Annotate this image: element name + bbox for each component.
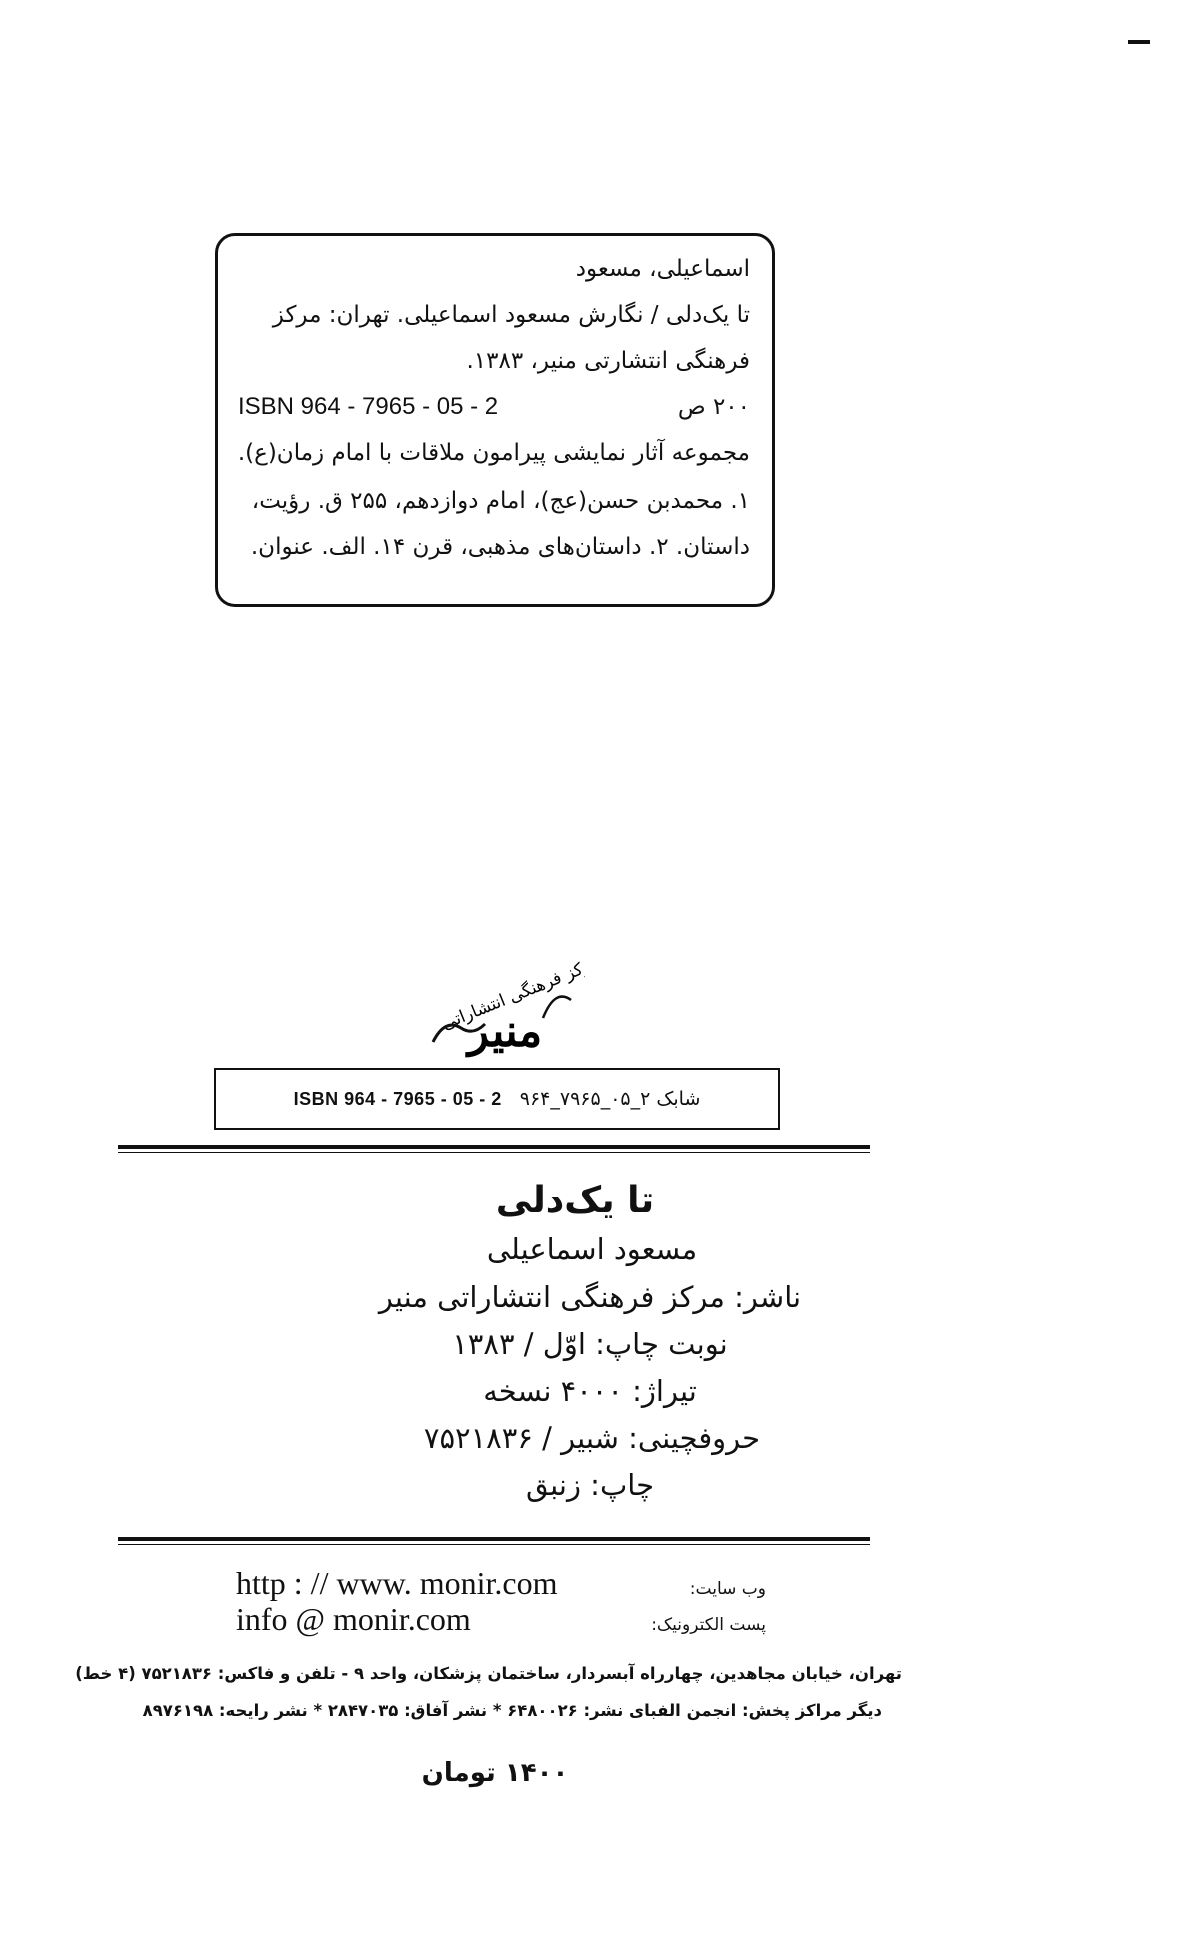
website-row (236, 1565, 766, 1602)
printing-line: چاپ: زنبق (525, 1468, 655, 1502)
cip-isbn-row (238, 392, 750, 422)
price: ۱۴۰۰ تومان (421, 1758, 569, 1788)
author-name: مسعود اسماعیلی (486, 1232, 698, 1266)
logo-line-1: مرکز فرهنگی انتشاراتی (439, 958, 585, 1035)
isbn-persian: شابک ۲_۰۵_۷۹۶۵_۹۶۴ (519, 1088, 701, 1110)
edition-line: نوبت چاپ: اوّل / ۱۳۸۳ (452, 1327, 728, 1361)
cip-author-line: اسماعیلی، مسعود (575, 256, 750, 282)
email-row (236, 1601, 766, 1638)
isbn-box (214, 1068, 780, 1130)
isbn-latin: ISBN 964 - 7965 - 05 - 2 (293, 1088, 502, 1109)
divider-bottom (118, 1537, 870, 1545)
page-corner-mark (1128, 40, 1150, 44)
divider-top (118, 1145, 870, 1153)
email-label: پست الکترونیک: (651, 1615, 766, 1635)
cip-series-line: مجموعه آثار نمایشی پیرامون ملاقات با امام زمان(ع). (237, 440, 750, 466)
website-label: وب سایت: (689, 1579, 766, 1599)
cip-title-line: تا یک‌دلی / نگارش مسعود اسماعیلی. تهران: مرکز (272, 302, 750, 328)
cip-subject-line-2: داستان. ۲. داستان‌های مذهبی، قرن ۱۴. الف. عنوان. (250, 534, 750, 560)
publisher-line: ناشر: مرکز فرهنگی انتشاراتی منیر (378, 1280, 802, 1314)
logo-line-2: منیر (467, 1006, 543, 1057)
distribution-line: دیگر مراکز پخش: انجمن الفبای نشر: ۶۴۸۰۰۲۶ * نشر آفاق: ۲۸۴۷۰۳۵ * نشر رایحه: ۸۹۷۶۱۹۸ (142, 1701, 882, 1720)
book-title: تا یک‌دلی (495, 1180, 655, 1221)
email-address[interactable]: info @ monir.com (236, 1601, 471, 1637)
cip-publisher-line: فرهنگی انتشارتی منیر، ۱۳۸۳. (466, 348, 750, 374)
website-url[interactable]: http : // www. monir.com (236, 1565, 558, 1601)
print-run-line: تیراژ: ۴۰۰۰ نسخه (483, 1374, 697, 1408)
cip-subject-line-1: ۱. محمدبن حسن(عج)، امام دوازدهم، ۲۵۵ ق. رؤیت، (251, 488, 750, 514)
cip-isbn: ISBN 964 - 7965 - 05 - 2 (238, 393, 499, 420)
cataloging-box (215, 233, 775, 607)
typesetting-line: حروفچینی: شبیر / ۷۵۲۱۸۳۶ (423, 1421, 761, 1455)
address-line: تهران، خیابان مجاهدین، چهارراه آبسردار، ساختمان پزشکان، واحد ۹ - تلفن و فاکس: ۷۵۲۱۸۳۶ (۴ خط) (75, 1664, 902, 1683)
publisher-logo (415, 958, 585, 1058)
cip-pages: ۲۰۰ ص (677, 394, 750, 420)
